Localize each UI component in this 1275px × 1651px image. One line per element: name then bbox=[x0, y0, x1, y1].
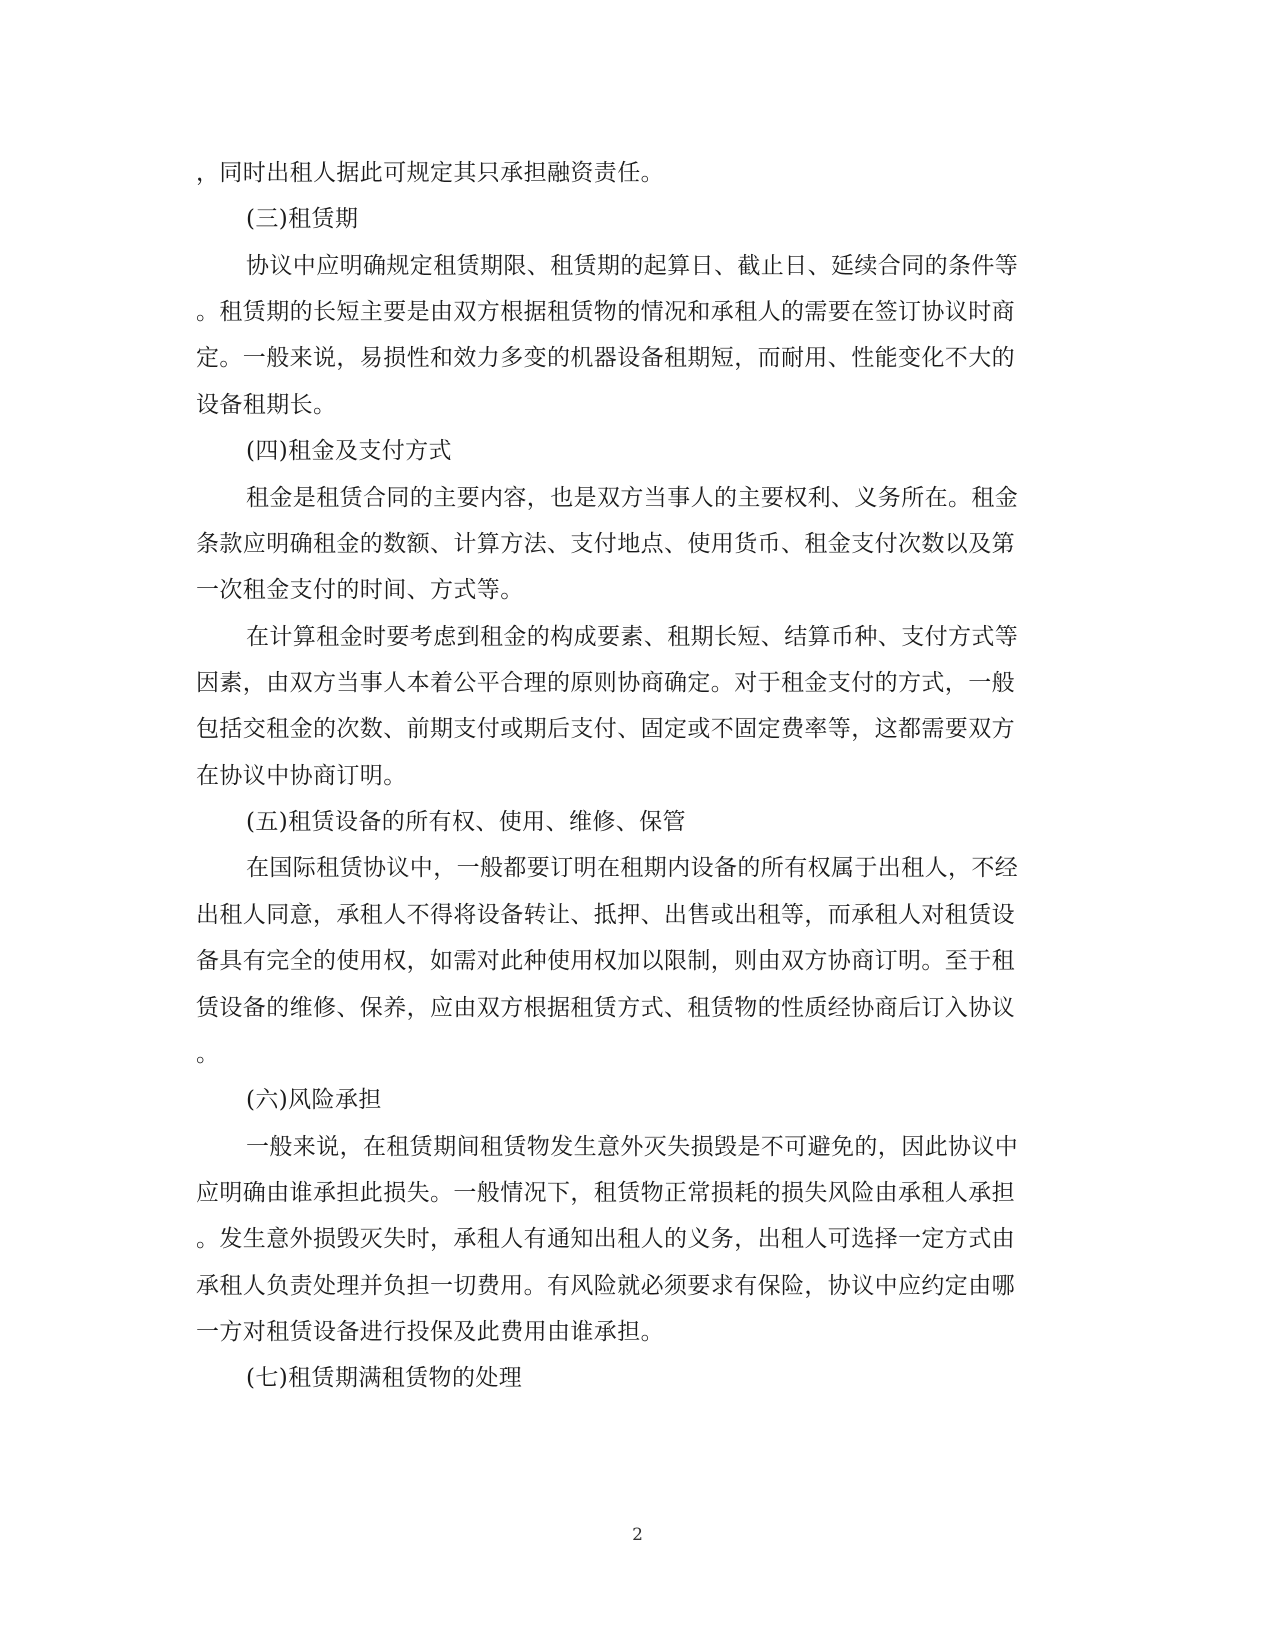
text-line: 应明确由谁承担此损失。一般情况下，租赁物正常损耗的损失风险由承租人承担 bbox=[196, 1180, 1015, 1206]
text-line: 。租赁期的长短主要是由双方根据租赁物的情况和承租人的需要在签订协议时商 bbox=[196, 299, 1015, 325]
text-line: 因素，由双方当事人本着公平合理的原则协商确定。对于租金支付的方式，一般 bbox=[196, 670, 1015, 696]
text-line: 在协议中协商订明。 bbox=[196, 763, 407, 789]
text-line: 一方对租赁设备进行投保及此费用由谁承担。 bbox=[196, 1319, 664, 1345]
text-line: 一般来说，在租赁期间租赁物发生意外灭失损毁是不可避免的，因此协议中 bbox=[246, 1134, 1019, 1160]
text-line: 在计算租金时要考虑到租金的构成要素、租期长短、结算币种、支付方式等 bbox=[246, 624, 1019, 650]
text-line: 定。一般来说，易损性和效力多变的机器设备租期短，而耐用、性能变化不大的 bbox=[196, 345, 1015, 371]
text-line: 包括交租金的次数、前期支付或期后支付、固定或不固定费率等，这都需要双方 bbox=[196, 716, 1015, 742]
section-heading: (三)租赁期 bbox=[246, 206, 359, 232]
text-line: 条款应明确租金的数额、计算方法、支付地点、使用货币、租金支付次数以及第 bbox=[196, 531, 1015, 557]
text-line: 出租人同意，承租人不得将设备转让、抵押、出售或出租等，而承租人对租赁设 bbox=[196, 902, 1015, 928]
text-line: 。发生意外损毁灭失时，承租人有通知出租人的义务，出租人可选择一定方式由 bbox=[196, 1226, 1015, 1252]
text-line: 。 bbox=[196, 1041, 220, 1067]
section-heading: (七)租赁期满租赁物的处理 bbox=[246, 1365, 523, 1391]
section-heading: (六)风险承担 bbox=[246, 1087, 382, 1113]
section-heading: (五)租赁设备的所有权、使用、维修、保管 bbox=[246, 809, 686, 835]
text-line: 承租人负责处理并负担一切费用。有风险就必须要求有保险，协议中应约定由哪 bbox=[196, 1273, 1015, 1299]
text-line: 赁设备的维修、保养，应由双方根据租赁方式、租赁物的性质经协商后订入协议 bbox=[196, 995, 1015, 1021]
text-line: 租金是租赁合同的主要内容，也是双方当事人的主要权利、义务所在。租金 bbox=[246, 485, 1019, 511]
text-line: 设备租期长。 bbox=[196, 392, 337, 418]
text-line: 备具有完全的使用权，如需对此种使用权加以限制，则由双方协商订明。至于租 bbox=[196, 948, 1015, 974]
page-number: 2 bbox=[632, 1525, 643, 1545]
text-line: 协议中应明确规定租赁期限、租赁期的起算日、截止日、延续合同的条件等 bbox=[246, 253, 1019, 279]
section-heading: (四)租金及支付方式 bbox=[246, 438, 452, 464]
text-line: 一次租金支付的时间、方式等。 bbox=[196, 577, 524, 603]
text-line: ，同时出租人据此可规定其只承担融资责任。 bbox=[196, 160, 664, 186]
text-line: 在国际租赁协议中，一般都要订明在租期内设备的所有权属于出租人，不经 bbox=[246, 855, 1019, 881]
